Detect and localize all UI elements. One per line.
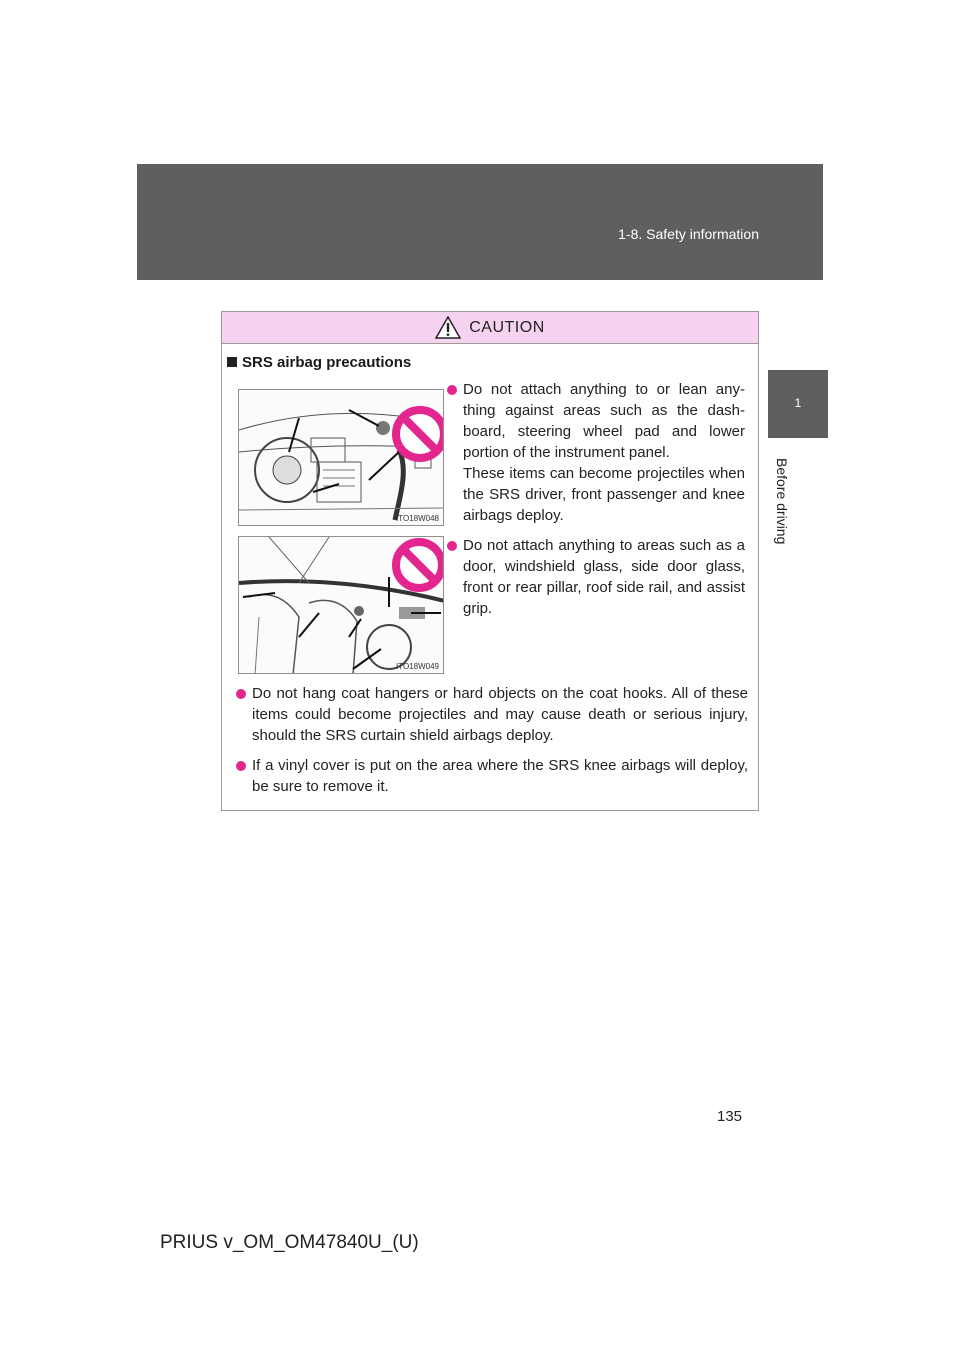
item-text: Do not attach anything to or lean any-thing against areas such as the dash-board, steering wheel pad and lower portion of the instrument panel. bbox=[463, 381, 745, 461]
square-bullet-icon bbox=[227, 357, 237, 367]
bullet-icon bbox=[236, 689, 246, 699]
chapter-tab bbox=[768, 370, 828, 438]
bottom-bullet-list bbox=[236, 683, 748, 806]
cabin-drawing bbox=[239, 537, 444, 674]
right-bullet-list bbox=[447, 379, 745, 628]
list-item bbox=[447, 535, 745, 619]
dashboard-drawing bbox=[239, 390, 444, 526]
section-heading bbox=[227, 354, 411, 371]
warning-triangle-icon bbox=[435, 316, 461, 339]
bullet-icon bbox=[447, 541, 457, 551]
item-note: These items can become projectiles when the SRS driver, front passenger and knee airbags deploy. bbox=[463, 465, 745, 524]
bullet-icon bbox=[447, 385, 457, 395]
item-text: Do not attach anything to areas such as a door, windshield glass, side door glass, front or rear pillar, roof side rail, and assist grip. bbox=[463, 537, 745, 617]
chapter-label: Before driving bbox=[774, 458, 790, 545]
list-item bbox=[236, 755, 748, 797]
document-id: PRIUS v_OM_OM47840U_(U) bbox=[160, 1232, 419, 1253]
header-bar bbox=[137, 164, 823, 280]
section-title: 1-8. Safety information bbox=[618, 226, 759, 242]
bullet-icon bbox=[236, 761, 246, 771]
cabin-illustration bbox=[238, 536, 444, 674]
item-text: Do not hang coat hangers or hard objects on the coat hooks. All of these items could become projectiles and may cause death or serious injury, should the SRS curtain shield airbags deploy. bbox=[252, 685, 748, 744]
figure-code: ITO18W049 bbox=[396, 662, 439, 671]
page-number: 135 bbox=[717, 1108, 743, 1125]
list-item bbox=[236, 683, 748, 746]
caution-header bbox=[222, 312, 758, 344]
section-heading-text: SRS airbag precautions bbox=[242, 354, 412, 371]
chapter-number: 1 bbox=[794, 396, 802, 410]
caution-box bbox=[221, 311, 759, 811]
figure-code: ITO18W048 bbox=[396, 514, 439, 523]
caution-title: CAUTION bbox=[469, 318, 545, 336]
item-text: If a vinyl cover is put on the area where the SRS knee airbags will deploy, be sure to remove it. bbox=[252, 757, 748, 795]
dashboard-illustration bbox=[238, 389, 444, 526]
list-item bbox=[447, 379, 745, 526]
